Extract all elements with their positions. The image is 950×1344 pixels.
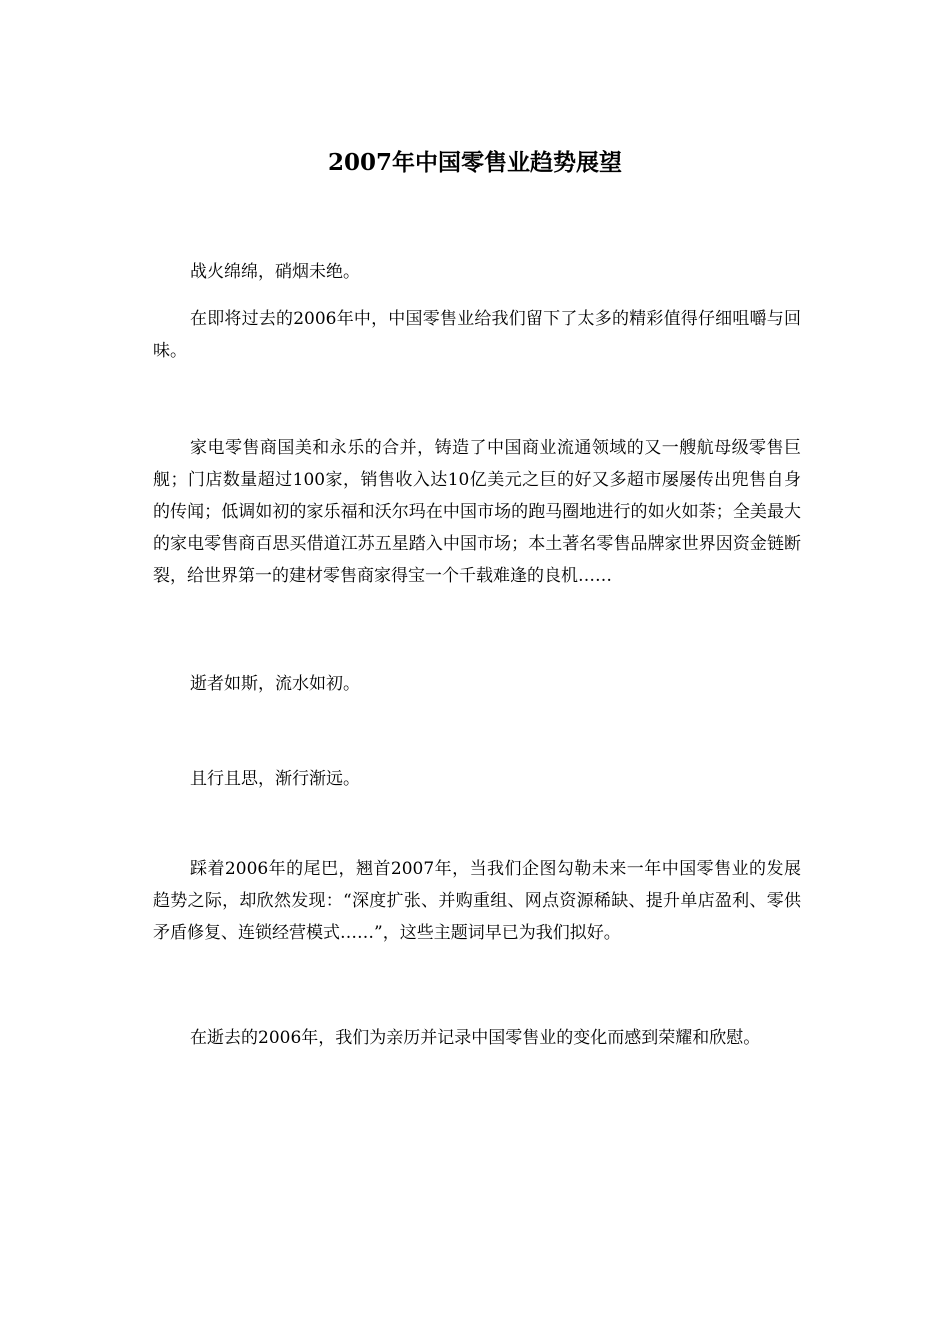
paragraph-1: 战火绵绵，硝烟未绝。: [190, 262, 360, 282]
paragraph-7: 在逝去的2006年，我们为亲历并记录中国零售业的变化而感到荣耀和欣慰。: [190, 1028, 761, 1048]
paragraph-5: 且行且思，渐行渐远。: [190, 769, 360, 789]
paragraph-3: 家电零售商国美和永乐的合并，铸造了中国商业流通领域的又一艘航母级零售巨舰；门店数量超过100家，销售收入达10亿美元之巨的好又多超市屡屡传出兜售自身的传闻；低调如初的家乐福和沃尔玛在中国市场的跑马圈地进行的如火如荼；全美最大的家电零售商百思买借道江苏五星踏入中国市场；本土著名零售品牌家世界因资金链断裂，给世界第一的建材零售商家得宝一个千载难逢的良机……: [153, 438, 801, 586]
paragraph-6: 踩着2006年的尾巴，翘首2007年，当我们企图勾勒未来一年中国零售业的发展趋势之际，却欣然发现：“深度扩张、并购重组、网点资源稀缺、提升单店盈利、零供矛盾修复、连锁经营模式……”，这些主题词早已为我们拟好。: [153, 859, 801, 943]
document-title: 2007年中国零售业趋势展望: [327, 149, 622, 176]
paragraph-4: 逝者如斯，流水如初。: [190, 674, 360, 694]
paragraph-2: 在即将过去的2006年中，中国零售业给我们留下了太多的精彩值得仔细咀嚼与回味。: [153, 309, 801, 361]
